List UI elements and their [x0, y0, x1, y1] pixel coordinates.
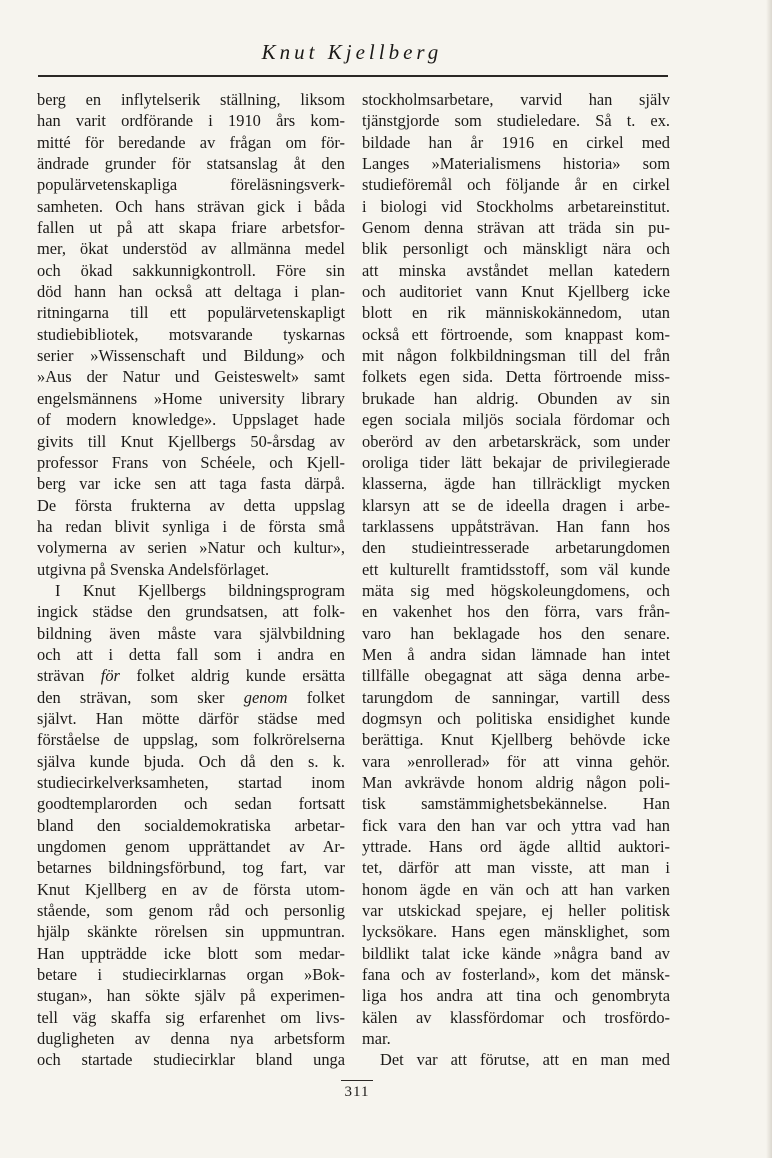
text-line: tjänstgjorde som studieledare. Så t. ex. — [362, 111, 670, 131]
text-line: oroliga tider lätt bekajar de privilegierade — [362, 452, 670, 472]
text-line: dugligheten av denna nya arbetsform — [37, 1029, 345, 1049]
text-line: i biologi vid Stockholms arbetareinstitut. — [362, 196, 670, 216]
text-line: den studieintresserade arbetarungdomen — [362, 538, 670, 558]
right-column — [362, 89, 670, 1071]
text-line: självt. Han mötte därför städse med — [37, 708, 345, 728]
text-line: tell väg skaffa sig erfarenhet om livs- — [37, 1007, 345, 1027]
text-line: klarsyn att se de ideella dragen i arbe- — [362, 495, 670, 515]
text-line: oberörd av den arbetarskräck, som under — [362, 431, 670, 451]
text-line: I Knut Kjellbergs bildningsprogram — [55, 580, 345, 600]
text-line: Knut Kjellberg en av de första utom- — [37, 879, 345, 899]
text-line: förståelse de uppslag, som folkrörelserna — [37, 730, 345, 750]
header-rule — [38, 75, 668, 77]
text-line: fick vara den han var och yttra vad han — [362, 815, 670, 835]
text-line: »Aus der Natur und Geisteswelt» samt — [37, 367, 345, 387]
text-line: Det var att förutse, att en man med — [380, 1050, 670, 1070]
text-line: honom ägde en vän och att han varken — [362, 879, 670, 899]
text-line: och auditoriet vann Knut Kjellberg icke — [362, 282, 670, 302]
text-line: och ökad sakkunnigkontroll. Före sin — [37, 260, 345, 280]
text-line: kälen av klassfördomar och trosfördo- — [362, 1007, 670, 1027]
text-line: berg en inflytelserik ställning, liksom — [37, 90, 345, 109]
text-line: of modern knowledge». Uppslaget hade — [37, 410, 345, 430]
text-line: De första frukterna av detta uppslag — [37, 495, 345, 515]
text-line: utgivna på Svenska Andelsförlaget. — [37, 559, 270, 579]
text-line: stående, som genom råd och personlig — [37, 901, 345, 921]
text-line: fallen ut på att skapa friare arbetsfor- — [37, 218, 345, 238]
text-line: mit någon folkbildningsman till del från — [362, 346, 670, 366]
text-line: studiebibliotek, motsvarande tyskarnas — [37, 324, 345, 344]
text-line: berättiga. Knut Kjellberg behövde icke — [362, 730, 670, 750]
text-line: populärvetenskapliga föreläsningsverk- — [37, 175, 345, 195]
text-line: fana och av fosterland», kom det mänsk- — [362, 965, 670, 985]
text-line: hjälp skänkte rörelsen sin uppmuntran. — [37, 922, 345, 942]
text-line: tisk samstämmighetsbekännelse. Han — [362, 794, 670, 814]
text-line: tarungdom de sanningar, vartill dess — [362, 687, 670, 707]
text-line: liga hos andra att tina och genombryta — [362, 986, 670, 1006]
italic-text: genom — [243, 687, 288, 707]
text-line: och startade studiecirklar bland unga — [37, 1050, 345, 1070]
text-segment: folket — [287, 687, 345, 707]
text-line: var utskickad spejare, ej heller politisk — [362, 901, 670, 921]
text-line: engelsmännens »Home university library — [37, 388, 345, 408]
text-line: också ett förtroende, som knappast kom- — [362, 324, 670, 344]
page-number-rule — [341, 1080, 373, 1081]
text-line: Genom denna strävan att träda sin pu- — [362, 218, 670, 238]
text-line: lycksökare. Hans egen mänsklighet, som — [362, 922, 670, 942]
text-line: egen sociala miljös sociala fördomar och — [362, 410, 670, 430]
text-line: tillfälle obegagnat att säga denna arbe- — [362, 666, 670, 686]
text-line: stockholmsarbetare, varvid han själv — [362, 90, 670, 109]
text-line: tarklassens uppåtsträvan. Han fann hos — [362, 516, 670, 536]
text-line: bland den socialdemokratiska arbetar- — [37, 815, 345, 835]
text-line: betarnes bildningsförbund, tog fart, var — [37, 858, 345, 878]
text-line: död hann han också att deltaga i plan- — [37, 282, 345, 302]
text-line: studieföremål och följande år en cirkel — [362, 175, 670, 195]
text-line — [37, 687, 345, 708]
text-line: ha redan blivit synliga i de första små — [37, 516, 345, 536]
text-line: blott en rik människokännedom, utan — [362, 303, 670, 323]
italic-text: för — [100, 666, 120, 686]
left-column — [37, 89, 345, 1071]
text-line: han varit ordförande i 1910 års kom- — [37, 111, 345, 131]
text-line: mäta sig med högskoleungdomens, och — [362, 580, 670, 600]
text-line: ett kulturellt framtidsstoff, som väl kunde — [362, 559, 670, 579]
text-segment: folket aldrig kunde ersätta — [119, 666, 345, 686]
text-line: dogmsyn och politiska ensidighet kunde — [362, 708, 670, 728]
text-line: mitté för beredande av frågan om för- — [37, 132, 345, 152]
text-line: serier »Wissenschaft und Bildung» och — [37, 346, 345, 366]
text-line: Langes »Materialismens historia» som — [362, 154, 670, 174]
text-line: studiecirkelverksamheten, startad inom — [37, 773, 345, 792]
text-line: folkets egen sida. Detta förtroende miss- — [362, 367, 670, 387]
text-line: volymerna av serien »Natur och kultur», — [37, 538, 345, 558]
text-line: ingick städse den grundsatsen, att folk- — [37, 602, 345, 622]
text-line: Han uppträdde icke blott som medar- — [37, 943, 345, 963]
text-line: bildlikt talat icke kände »några band av — [362, 943, 670, 963]
text-line: givits till Knut Kjellbergs 50-årsdag av — [37, 431, 345, 451]
text-line: mar. — [362, 1029, 391, 1049]
text-segment: strävan — [37, 666, 101, 686]
text-line: tet, därför att man visste, att man i — [362, 858, 670, 878]
text-line: en vakenhet hos den förra, vars från- — [362, 602, 670, 622]
text-line: klasserna, ägde han tillräckligt mycken — [362, 474, 670, 494]
text-line: brukade han aldrig. Obunden av sin — [362, 388, 670, 408]
text-line: mer, ökat understöd av allmänna medel — [37, 239, 345, 259]
text-line: bildade han år 1916 en cirkel med — [362, 132, 670, 152]
text-line: Man avkrävde honom aldrig någon poli- — [362, 773, 670, 792]
text-segment: den strävan, som sker — [37, 687, 244, 707]
page-edge-shadow — [766, 0, 772, 1158]
text-line: varo han beklagade hos den senare. — [362, 623, 670, 643]
text-line: Men å andra sidan lämnade han intet — [362, 644, 670, 664]
text-line: berg var icke sen att taga fasta därpå. — [37, 474, 345, 494]
page-number: 311 — [344, 1084, 370, 1100]
text-line: bildning även måste vara självbildning — [37, 623, 345, 643]
text-line: yttrade. Hans ord ägde alltid auktori- — [362, 837, 670, 857]
text-line: professor Frans von Schéele, och Kjell- — [37, 452, 345, 472]
text-line: vara »enrollerad» för att vinna gehör. — [362, 751, 670, 771]
text-line: goodtemplarorden och sedan fortsatt — [37, 794, 345, 814]
text-line: stugan», han sökte själv på experimen- — [37, 986, 345, 1006]
running-header: Knut Kjellberg — [261, 40, 443, 64]
text-line: blik personligt och mänskligt nära och — [362, 239, 670, 259]
text-line: ändrade grunder för statsanslag åt den — [37, 154, 345, 174]
text-line — [37, 665, 345, 686]
text-line: samheten. Och hans strävan gick i båda — [37, 196, 345, 216]
text-line: själva kunde bjuda. Och då den s. k. — [37, 751, 345, 771]
text-line: ungdomen genom upprättandet av Ar- — [37, 837, 345, 857]
text-line: betare i studiecirklarnas organ »Bok- — [37, 965, 345, 985]
text-line: att minska avståndet mellan katedern — [362, 260, 670, 280]
text-line: ritningarna till ett populärvetenskapligt — [37, 303, 345, 323]
text-line: och att i detta fall som i andra en — [37, 644, 345, 664]
